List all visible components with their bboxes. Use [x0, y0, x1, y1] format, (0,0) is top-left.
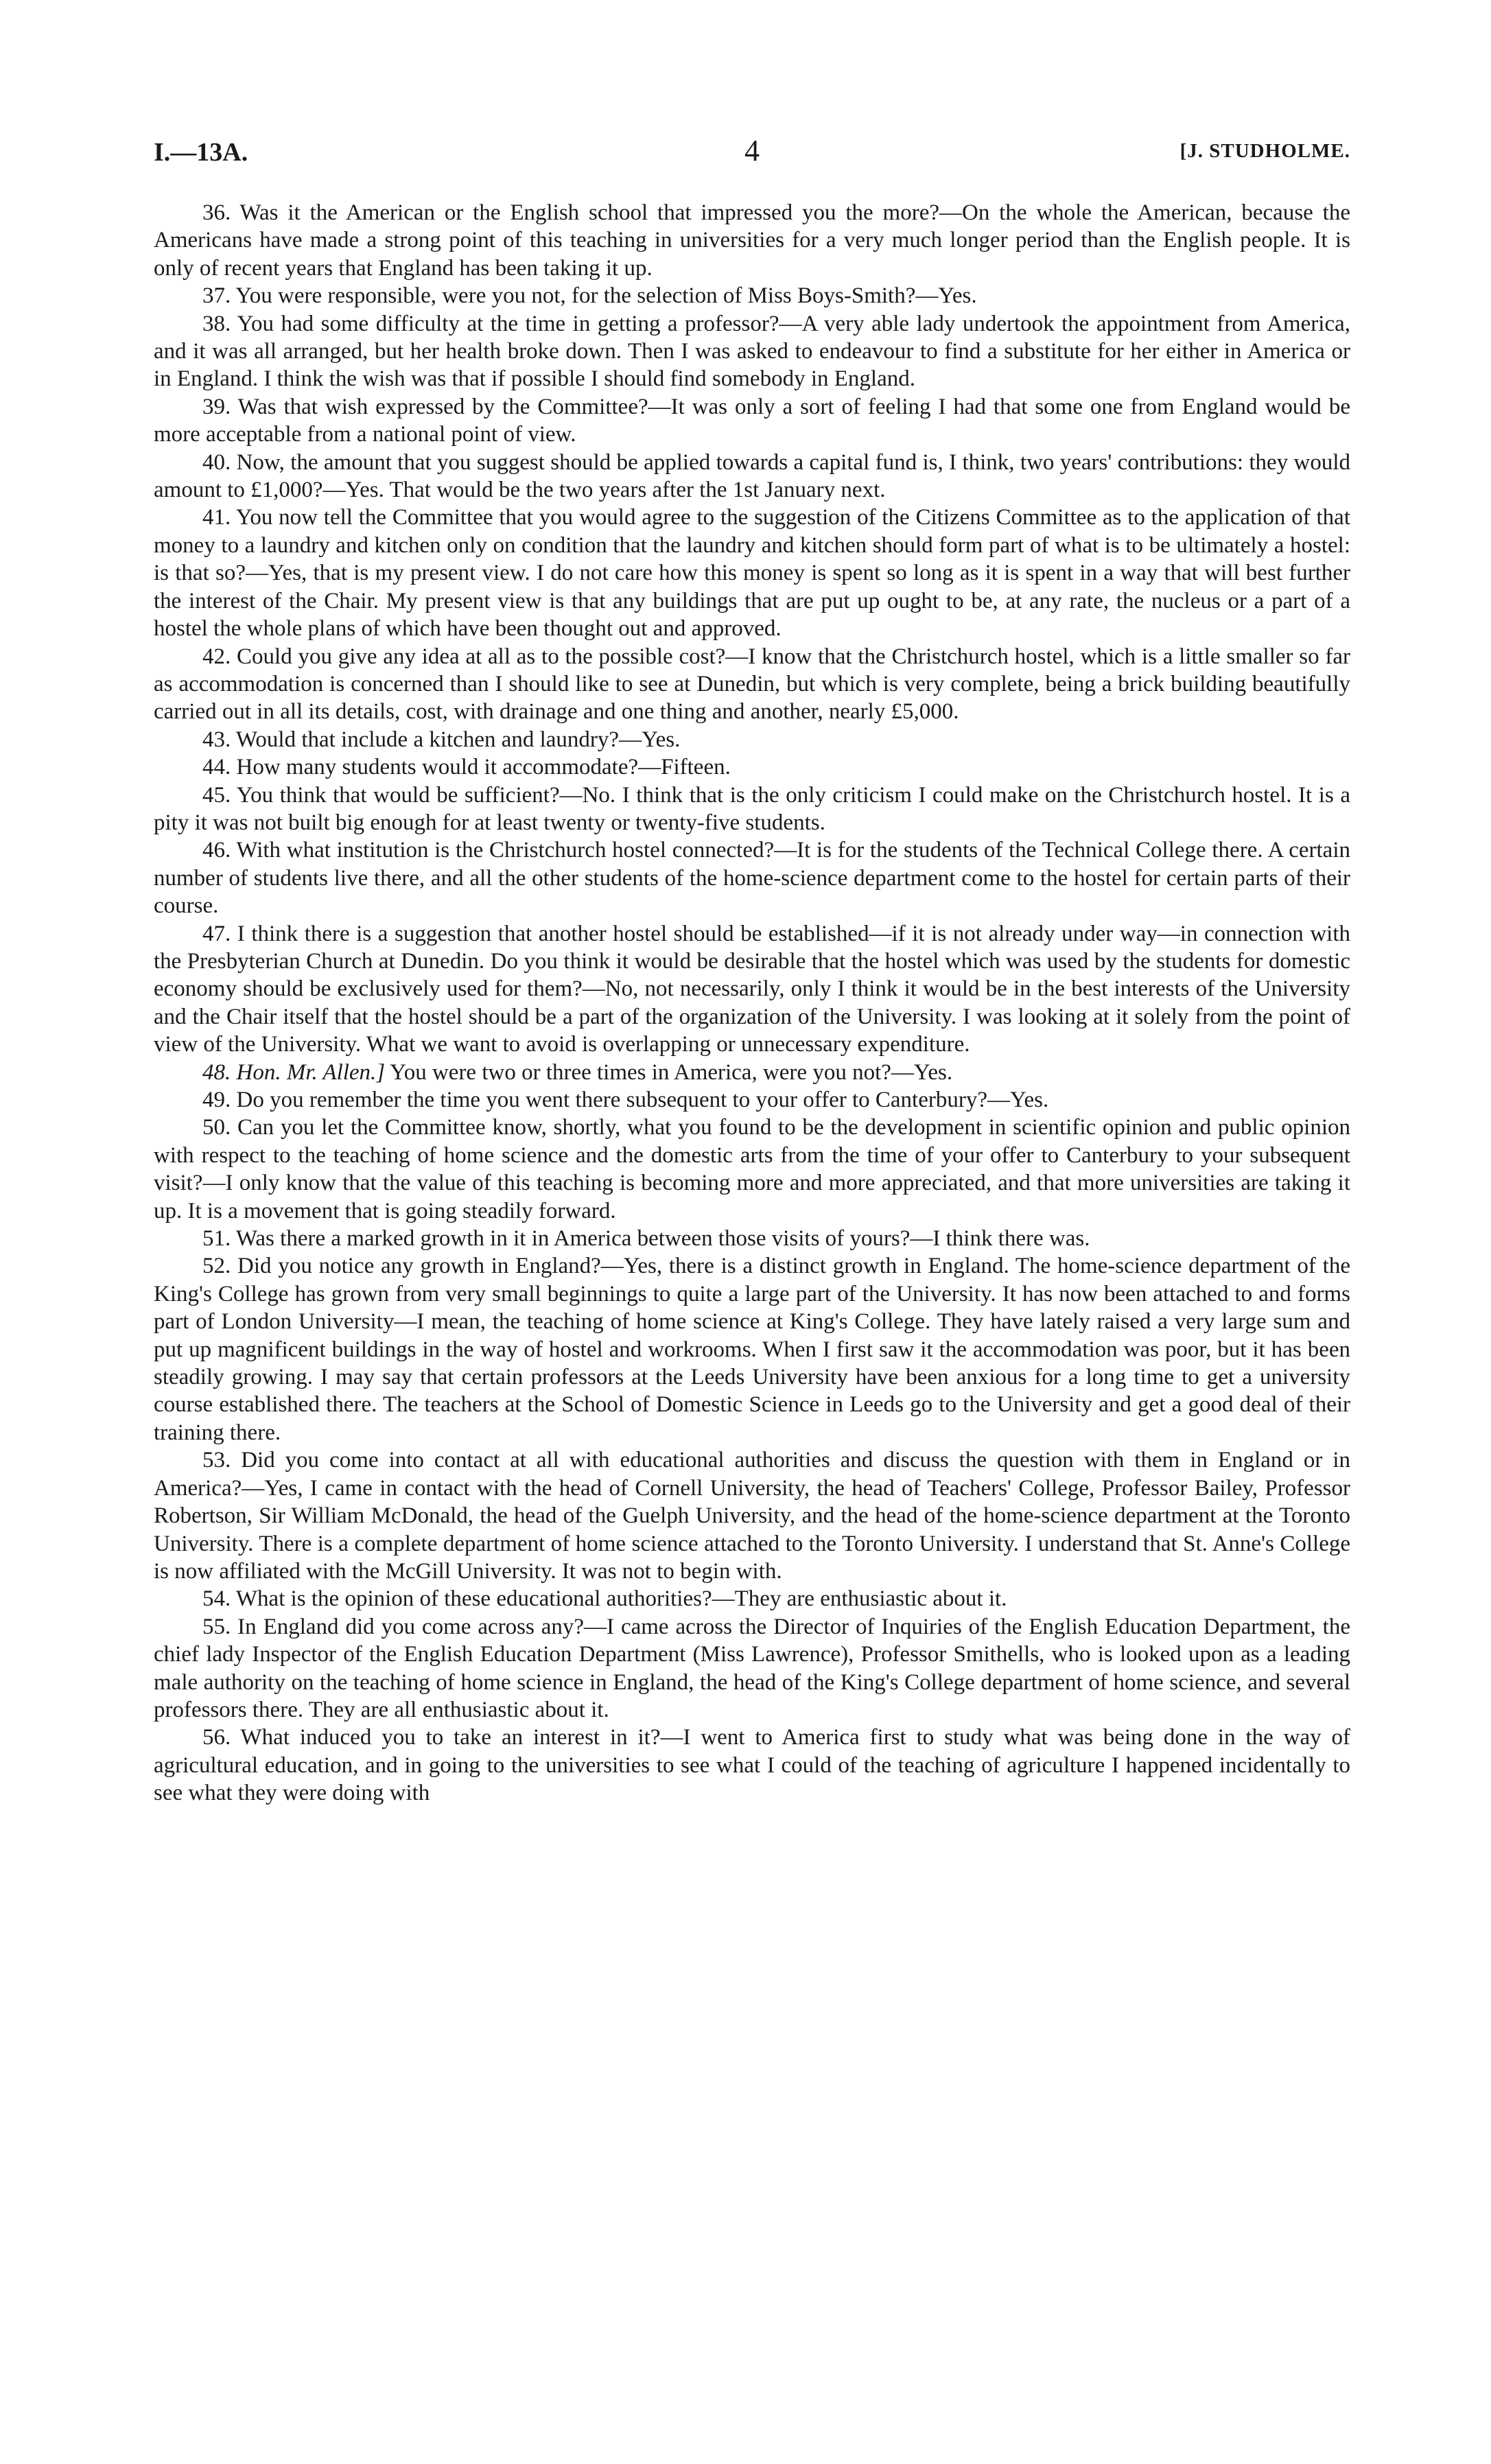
paragraph — [154, 504, 1350, 642]
paragraph-text: 41. You now tell the Committee that you would agree to the suggestion of the Citizens Committee as to the application of that money to a laundry and kitchen only on condition that the laundry and kitchen should form part of what is to be ultimately a hostel: is that so?—Yes, that is my present view. I do not care how this money is spent so long as it is spent in a way that will best further the interest of the Chair. My present view is that any buildings that are put up ought to be, at any rate, the nucleus or a part of a hostel the whole plans of which have been thought out and approved. — [154, 505, 1350, 642]
paragraph-text: 36. Was it the American or the English school that impressed you the more?—On the whole the American, because the Americans have made a strong point of this teaching in universities for a very much longer period than the English people. It is only of recent years that England has been taking it up. — [154, 200, 1350, 281]
paragraph-text: 53. Did you come into contact at all with educational authorities and discuss the question with them in England or in America?—Yes, I came in contact with the head of Cornell University, the head of Teachers' College, Professor Bailey, Professor Robertson, Sir William McDonald, the head of the Guelph University, and the head of the home-science department at the Toronto University. There is a complete department of home science attached to the Toronto University. I understand that St. Anne's College is now affiliated with the McGill University. It was not to begin with. — [154, 1448, 1350, 1584]
paragraph — [154, 753, 1350, 781]
paragraph-text: 55. In England did you come across any?—I came across the Director of Inquiries of the English Education Department, the chief lady Inspector of the English Education Department (Miss Lawrence), Professor Smithells, who is looked upon as a leading male authority on the teaching of home science in England, the head of the King's College department of home science, and several professors there. They are all enthusiastic about it. — [154, 1614, 1350, 1722]
document-body — [154, 199, 1350, 1807]
paragraph — [154, 1446, 1350, 1585]
paragraph-text: 37. You were responsible, were you not, for the selection of Miss Boys-Smith?—Yes. — [202, 283, 977, 309]
paragraph — [154, 310, 1350, 393]
paragraph-text: 42. Could you give any idea at all as to the possible cost?—I know that the Christchurch hostel, which is a little smaller so far as accommodation is concerned than I should like to see at Dunedin, but which is very complete, being a brick building beautifully carried out in all its details, cost, with drainage and one thing and another, nearly £5,000. — [154, 644, 1350, 725]
paragraph-text: 52. Did you notice any growth in England?—Yes, there is a distinct growth in England. The home-science department of the King's College has grown from very small beginnings to quite a large part of the University. It has now been attached to and forms part of London University—I mean, the teaching of home science at King's College. They have lately raised a very large sum and put up magnificent buildings in the way of hostel and workrooms. When I first saw it the accommodation was poor, but it has been steadily growing. I may say that certain professors at the Leeds University have been anxious for a long time to get a university course established there. The teachers at the School of Domestic Science in Leeds go to the University and get a good deal of their training there. — [154, 1254, 1350, 1445]
paragraph-text: 46. With what institution is the Christchurch hostel connected?—It is for the students of the Technical College there. A certain number of students live there, and all the other students of the home-science department come to the hostel for certain parts of their course. — [154, 838, 1350, 919]
paragraph-text: 56. What induced you to take an interest in it?—I went to America first to study what was being done in the way of agricultural education, and in going to the universities to see what I could of the teaching of agriculture I happened incidentally to see what they were doing with — [154, 1725, 1350, 1806]
paragraph — [154, 449, 1350, 504]
paragraph-text: 45. You think that would be sufficient?—No. I think that is the only criticism I could make on the Christchurch hostel. It is a pity it was not built big enough for at least twenty or twenty-five students. — [154, 782, 1350, 835]
paragraph-text: 43. Would that include a kitchen and laundry?—Yes. — [202, 727, 681, 752]
paragraph — [154, 726, 1350, 753]
paragraph — [154, 1086, 1350, 1114]
speaker-lead: 48. Hon. Mr. Allen.] — [202, 1059, 386, 1085]
document-page — [154, 134, 1350, 1807]
paragraph — [154, 1585, 1350, 1612]
paragraph-text: 47. I think there is a suggestion that another hostel should be established—if it is not already under way—in connection with the Presbyterian Church at Dunedin. Do you think it would be desirable that the hostel which was used by the students for domestic economy should be exclusively used for them?—No, not necessarily, only I think it would be in the best interests of the University and the Chair itself that the hostel should be a part of the organization of the University. I was looking at it solely from the point of view of the University. What we want to avoid is overlapping or unnecessary expenditure. — [154, 921, 1350, 1057]
paragraph — [154, 1114, 1350, 1225]
page-header — [154, 134, 1350, 178]
paragraph — [154, 1724, 1350, 1807]
paragraph — [154, 393, 1350, 449]
paragraph-text: You were two or three times in America, were you not?—Yes. — [385, 1059, 953, 1085]
paragraph — [154, 1613, 1350, 1724]
paragraph-text: 51. Was there a marked growth in it in America between those visits of yours?—I think there was. — [202, 1226, 1090, 1252]
paragraph — [154, 836, 1350, 919]
paragraph-text: 40. Now, the amount that you suggest should be applied towards a capital fund is, I think, two years' contributions: they would amount to £1,000?—Yes. That would be the two years after the 1st January next. — [154, 449, 1350, 503]
paragraph-text: 54. What is the opinion of these educational authorities?—They are enthusiastic about it. — [202, 1586, 1007, 1612]
paragraph — [154, 920, 1350, 1059]
paragraph — [154, 643, 1350, 726]
paragraph-text: 49. Do you remember the time you went there subsequent to your offer to Canterbury?—Yes. — [202, 1088, 1049, 1112]
paragraph — [154, 199, 1350, 282]
document-reference: I.—13A. — [154, 138, 248, 167]
paragraph — [154, 1059, 1350, 1086]
paragraph-text: 44. How many students would it accommodate?—Fifteen. — [202, 755, 731, 780]
paragraph-text: 50. Can you let the Committee know, shortly, what you found to be the development in scientific opinion and public opinion with respect to the teaching of home science and the domestic arts from the time of your offer to Canterbury to your subsequent visit?—I only know that the value of this teaching is becoming more and more appreciated, and that more universities are taking it up. It is a movement that is going steadily forward. — [154, 1115, 1350, 1223]
page-number: 4 — [744, 134, 760, 167]
paragraph-text: 39. Was that wish expressed by the Committee?—It was only a sort of feeling I had that some one from England would be more acceptable from a national point of view. — [154, 394, 1350, 447]
paragraph — [154, 782, 1350, 837]
paragraph — [154, 1252, 1350, 1446]
witness-name: [J. STUDHOLME. — [1179, 140, 1350, 162]
paragraph — [154, 282, 1350, 309]
paragraph-text: 38. You had some difficulty at the time in getting a professor?—A very able lady undertook the appointment from America, and it was all arranged, but her health broke down. Then I was asked to endeavour to find a substitute for her either in America or in England. I think the wish was that if possible I should find somebody in England. — [154, 311, 1350, 392]
paragraph — [154, 1225, 1350, 1252]
